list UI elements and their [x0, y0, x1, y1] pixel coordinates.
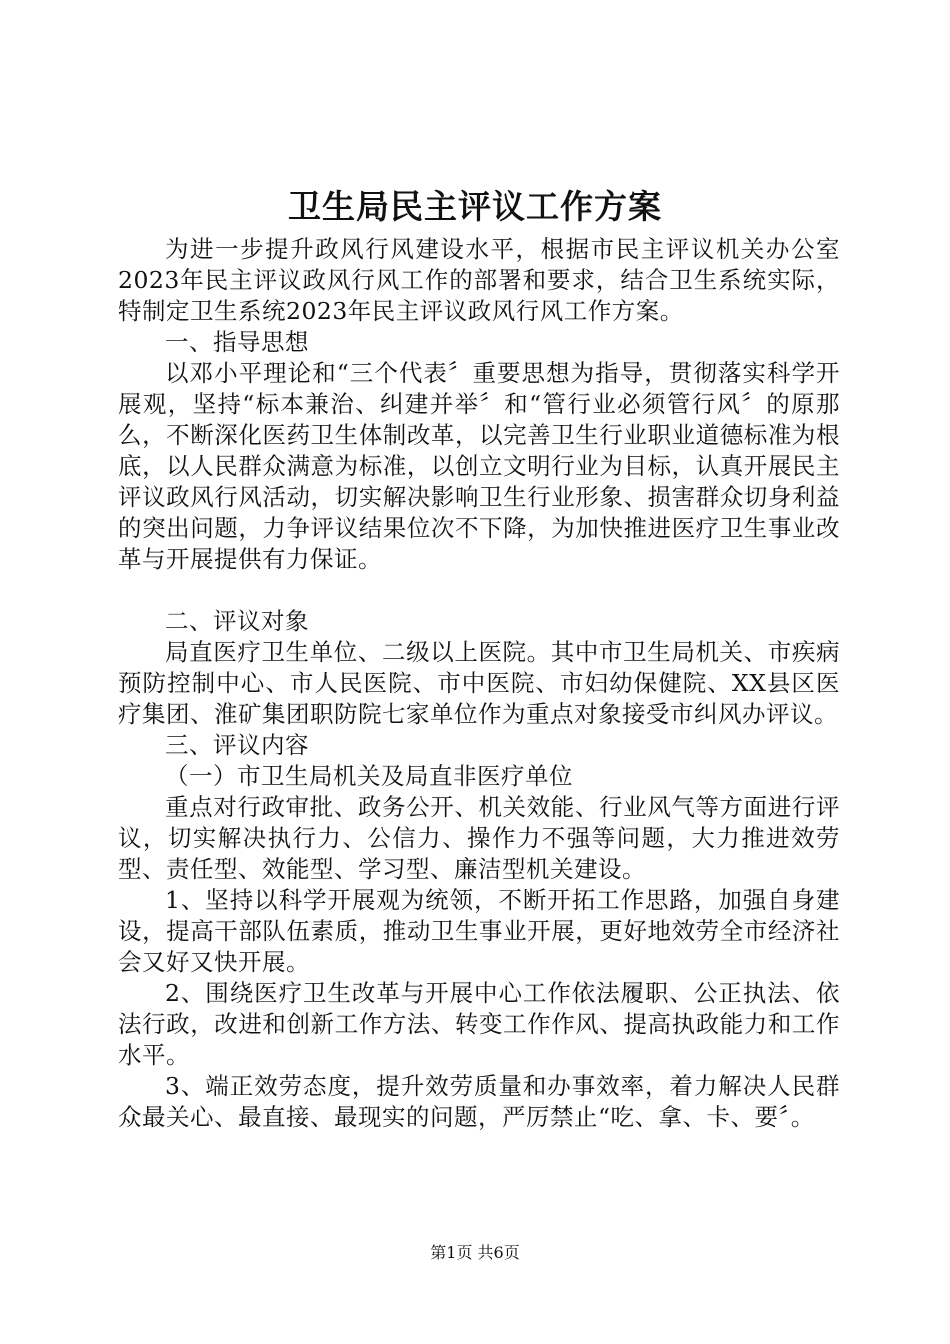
document-title: 卫生局民主评议工作方案	[288, 187, 662, 226]
bureau-offices-paragraph: 重点对行政审批、政务公开、机关效能、行业风气等方面进行评议，切实解决执行力、公信力、操作力不强等问题，大力推进效劳型、责任型、效能型、学习型、廉洁型机关建设。	[118, 793, 840, 883]
evaluation-targets-paragraph: 局直医疗卫生单位、二级以上医院。其中市卫生局机关、市疾病预防控制中心、市人民医院、市中医院、市妇幼保健院、XX县区医疗集团、淮矿集团职防院七家单位作为重点对象接受市纠风办评议。	[118, 638, 840, 728]
guiding-ideology-paragraph: 以邓小平理论和“三个代表〞重要思想为指导，贯彻落实科学开展观，坚持“标本兼治、纠建并举〞和“管行业必须管行风〞的原那么，不断深化医药卫生体制改革，以完善卫生行业职业道德标准为根底，以人民群众满意为标准，以创立文明行业为目标，认真开展民主评议政风行风活动，切实解决影响卫生行业形象、损害群众切身利益的突出问题，力争评议结果位次不下降，为加快推进医疗卫生事业改革与开展提供有力保证。	[118, 359, 840, 573]
section-heading-evaluation-content: 三、评议内容	[165, 731, 309, 759]
page-number-footer: 第1页 共6页	[430, 1243, 520, 1262]
section-heading-evaluation-targets: 二、评议对象	[165, 607, 309, 635]
paragraph-gap	[118, 575, 840, 606]
intro-paragraph: 为进一步提升政风行风建设水平，根据市民主评议机关办公室2023年民主评议政风行风工作的部署和要求，结合卫生系统实际，特制定卫生系统2023年民主评议政风行风工作方案。	[118, 235, 840, 325]
list-item-1: 1、坚持以科学开展观为统领，不断开拓工作思路，加强自身建设，提高干部队伍素质，推动卫生事业开展，更好地效劳全市经济社会又好又快开展。	[118, 886, 840, 976]
document-body	[118, 234, 840, 1133]
section-heading-guiding-ideology: 一、指导思想	[165, 328, 309, 356]
subsection-heading-bureau-offices: （一）市卫生局机关及局直非医疗单位	[165, 762, 573, 790]
list-item-2: 2、围绕医疗卫生改革与开展中心工作依法履职、公正执法、依法行政，改进和创新工作方法、转变工作作风、提高执政能力和工作水平。	[118, 979, 840, 1069]
list-item-3: 3、端正效劳态度，提升效劳质量和办事效率，着力解决人民群众最关心、最直接、最现实的问题，严厉禁止“吃、拿、卡、要〞。	[118, 1072, 840, 1131]
